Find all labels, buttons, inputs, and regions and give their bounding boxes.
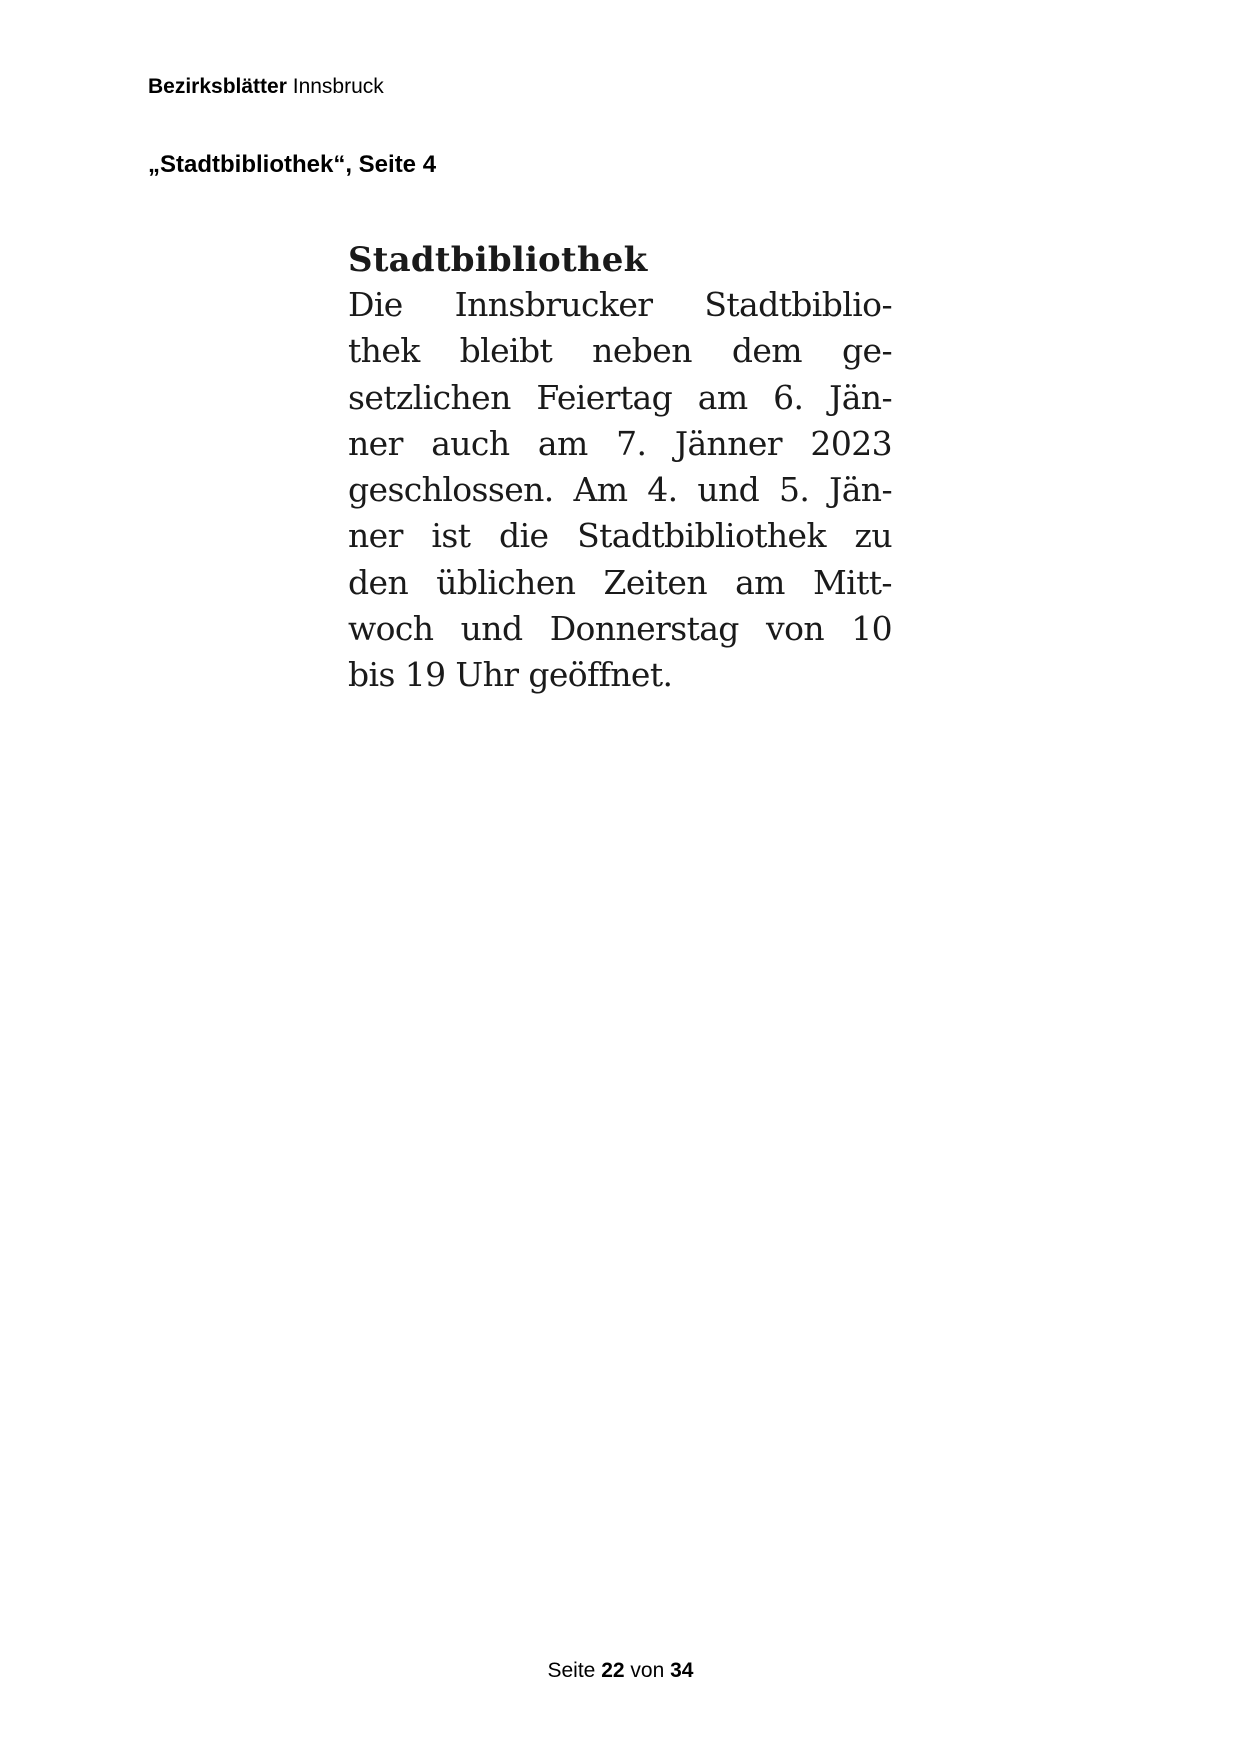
page-of-label: von [630, 1659, 665, 1682]
clipping-line: woch und Donnerstag von 10 [348, 609, 892, 649]
clipping-line: bis 19 Uhr geöffnet. [348, 655, 673, 695]
clipping-title: Stadtbibliothek [348, 240, 648, 280]
page-footer [0, 1658, 1241, 1684]
page-label: Seite [547, 1659, 596, 1682]
clipping-line: thek bleibt neben dem ge- [348, 331, 892, 371]
clipping-line: den üblichen Zeiten am Mitt- [348, 562, 892, 602]
clipping-line: ner ist die Stadtbibliothek zu [348, 516, 892, 556]
clipping-line: Die Innsbrucker Stadtbiblio- [348, 285, 892, 324]
clipping-body [348, 282, 892, 699]
page-total: 34 [670, 1659, 694, 1682]
newspaper-clipping [348, 238, 892, 699]
clipping-line: geschlossen. Am 4. und 5. Jän- [348, 470, 892, 510]
clipping-line: ner auch am 7. Jänner 2023 [348, 423, 892, 463]
document-header [148, 74, 384, 100]
article-reference: „Stadtbibliothek“, Seite 4 [148, 151, 437, 178]
clipping-line: setzlichen Feiertag am 6. Jän- [348, 377, 892, 417]
page-current: 22 [601, 1659, 625, 1682]
publication-name: Bezirksblätter [148, 75, 287, 98]
publication-location: Innsbruck [292, 75, 384, 98]
